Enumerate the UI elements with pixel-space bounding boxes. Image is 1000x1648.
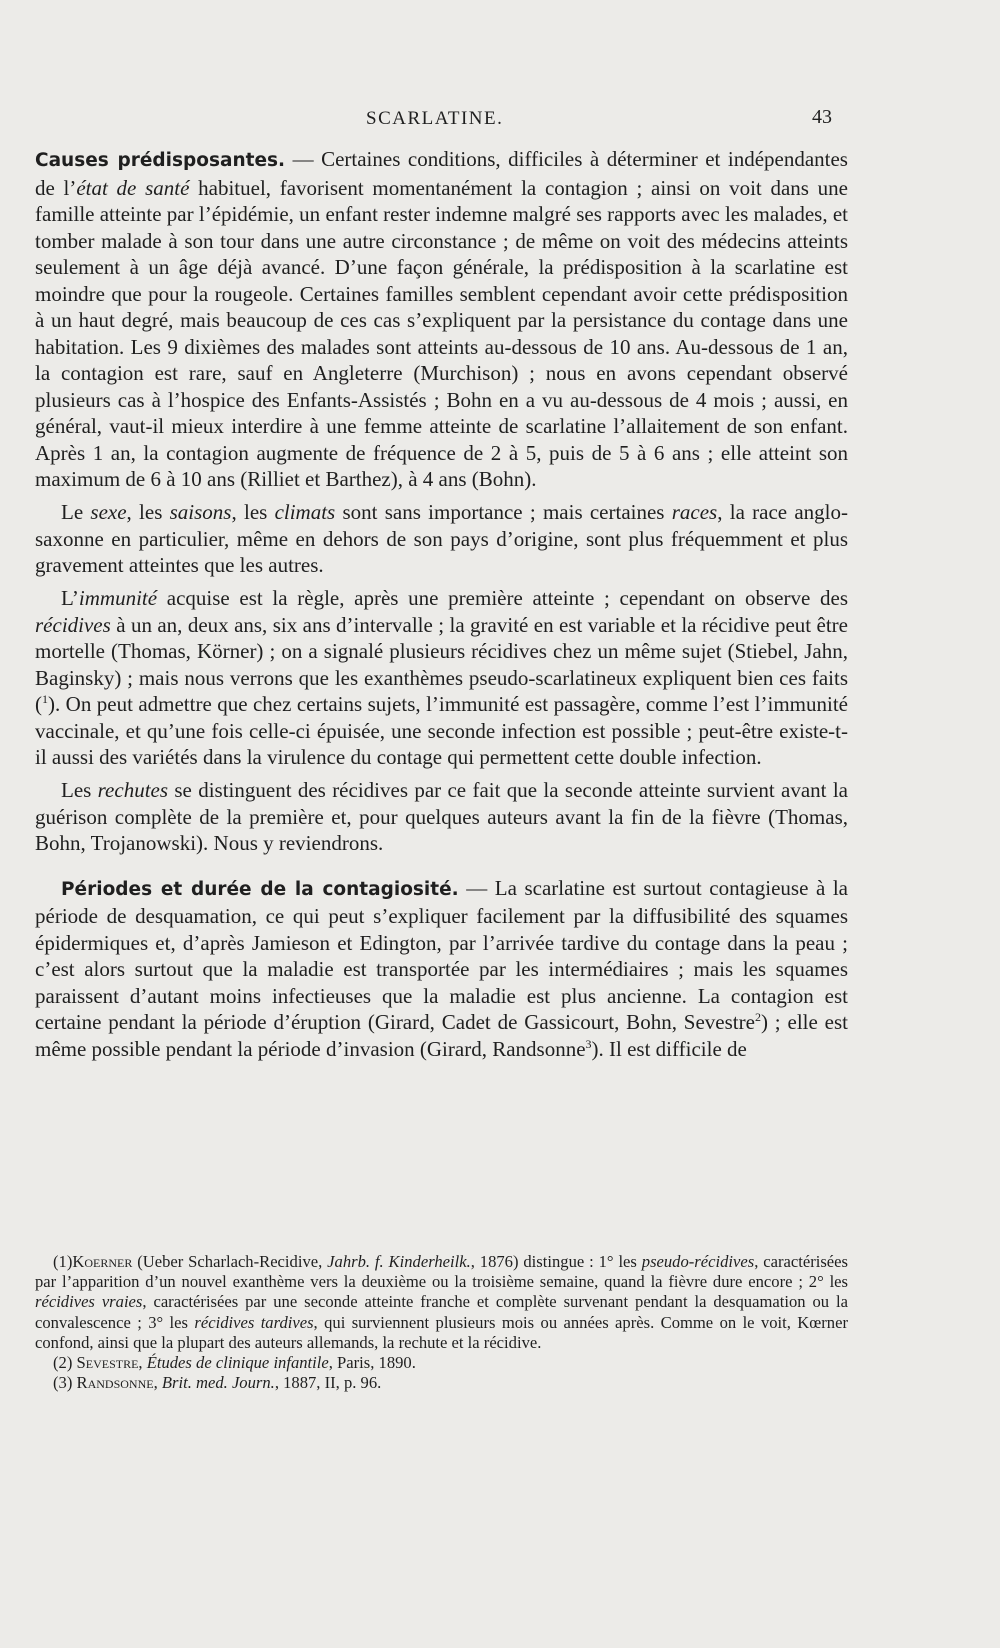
page-number: 43 [812, 106, 832, 128]
text-run: Le [61, 500, 91, 524]
text-run: Les [61, 778, 98, 802]
text-run: ). Il est difficile de [591, 1036, 747, 1061]
footnote-2 [35, 1353, 848, 1373]
page-header [0, 104, 1000, 134]
paragraph-periodes-contagiosite [35, 875, 848, 1063]
footnote-ref: 1 [42, 692, 48, 706]
text-run: , [153, 1373, 162, 1393]
footnote-ref: 2 [754, 1010, 761, 1024]
italic-run: races [671, 500, 718, 524]
footnote-ref: 3 [585, 1036, 592, 1051]
text-run: à un an, deux ans, six ans d’intervalle ; la gravité en est variable et la récidive peut être mortelle (Thomas, Körner) ; on a signalé plusieurs récidives chez un même sujet (Stiebel, Jahn, Baginsky) ; mais nous verrons que les exanthèmes pseudo-scarlatineux expliquent bien ces faits ( [35, 612, 848, 716]
italic-run: sexe [90, 500, 127, 524]
footnote-author: Randsonne [76, 1373, 154, 1393]
section-heading-causes: Causes prédisposantes. [35, 150, 286, 171]
text-run: , 1887, II, p. 96. [274, 1373, 382, 1393]
footnote-1 [35, 1252, 848, 1353]
italic-run: Jahrb. f. Kinderheilk. [327, 1252, 471, 1271]
italic-run: récidives tardives [194, 1312, 314, 1332]
italic-run: état de santé [76, 175, 190, 200]
text-run: , qui surviennent plusieurs mois ou années après. Comme on le voit, Kœrner confond, ainsi que la plupart des auteurs allemands, la rechute et la récidive. [35, 1312, 848, 1352]
italic-run: pseudo-récidives [641, 1252, 755, 1271]
paragraph-sexe-saisons [35, 499, 848, 579]
italic-run: récidives vraies [35, 1292, 143, 1312]
text-run: acquise est la règle, après une première atteinte ; cependant on observe des [157, 586, 848, 610]
text-run: habituel, favorisent momentanément la contagion ; ainsi on voit dans une famille atteinte par l’épidémie, un enfant rester indemne malgré ses rapports avec les malades, et tomber malade à son tour dans une autre circonstance ; de même on voit des médecins atteints seulement à un âge déjà avancé. D’une façon générale, la prédisposition à la scarlatine est moindre que pour la rougeole. Certaines familles semblent cependant avoir cette prédisposition à un haut degré, mais beaucoup de ces cas s’expliquent par la persistance du contage dans une habitation. Les 9 dixièmes des malades sont atteints au-dessous de 10 ans. Au-dessous de 1 an, la contagion est rare, sauf en Angleterre (Murchison) ; nous en avons cependant observé plusieurs cas à l’hospice des Enfants-Assistés ; Bohn en a vu au-dessous de 4 mois ; aussi, en général, vaut-il mieux interdire à une femme atteinte de scarlatine l’allaitement de son enfant. Après 1 an, la contagion augmente de fréquence de 2 à 5, puis de 5 à 6 ans ; elle atteint son maximum de 6 à 10 ans (Rilliet et Barthez), à 4 ans (Bohn). [35, 175, 848, 491]
italic-run: climats [274, 500, 336, 524]
text-run: ). On peut admettre que chez certains sujets, l’immunité est passagère, comme l’est l’immunité vaccinale, et qu’une fois celle-ci épuisée, une seconde infection est possible ; peut-être existe-t-il aussi des variétés dans la virulence du contage qui permettent cette double infection. [35, 692, 848, 769]
text-run: , les [126, 500, 170, 524]
text-run: se distinguent des récidives par ce fait que la seconde atteinte survient avant la guérison complète de la première et, pour quelques auteurs avant la fin de la fièvre (Thomas, Bohn, Trojanowski). Nous y reviendrons. [35, 778, 848, 855]
footnote-3 [35, 1373, 848, 1393]
text-run: , la race anglo-saxonne en particulier, même en dehors de son pays d’origine, sont plus fréquemment et plus gravement atteintes que les autres. [35, 500, 848, 577]
text-run: L’ [61, 586, 79, 610]
text-run: — La scarlatine est surtout contagieuse à la période de desquamation, ce qui peut s’expliquer facilement par la diffusibilité des squames épidermiques et, d’après Jamieson et Edington, par l’arrivée tardive du contage dans la peau ; c’est alors surtout que la maladie est transportée par les intermédiaires ; mais les squames paraissent d’autant moins infectieuses que la maladie est plus ancienne. La contagion est certaine pendant la période d’éruption (Girard, Cadet de Gassicourt, Bohn, Sevestre [35, 875, 848, 1034]
footnote-mark: (3) [53, 1373, 73, 1393]
text-run: , [138, 1353, 147, 1373]
footnotes [35, 1252, 848, 1393]
footnote-mark: (2) [53, 1353, 73, 1373]
italic-run: Études de clinique infantile [146, 1353, 329, 1373]
main-text [35, 146, 848, 1069]
text-run: , 1876) distingue : 1° les [470, 1252, 642, 1271]
text-run: , caractérisées par une seconde atteinte franche et complète survenant pendant la desquamation ou la convalescence ; 3° les [35, 1292, 848, 1332]
paragraph-causes-predisposantes [35, 146, 848, 493]
paragraph-immunite [35, 585, 848, 771]
italic-run: récidives [35, 612, 111, 637]
italic-run: rechutes [97, 778, 169, 802]
text-run: sont sans importance ; mais certaines [335, 500, 672, 524]
text-run: , caractérisées par l’apparition d’un nouvel exanthème vers la deuxième ou la troisième semaine, quand la fièvre dure encore ; 2° les [35, 1252, 848, 1292]
text-run: (Ueber Scharlach-Recidive, [132, 1252, 328, 1271]
italic-run: Brit. med. Journ. [161, 1373, 275, 1393]
paragraph-rechutes [35, 777, 848, 857]
italic-run: immunité [78, 586, 158, 610]
text-run: , Paris, 1890. [328, 1353, 416, 1373]
text-run: ) ; elle est même possible pendant la période d’invasion (Girard, Randsonne [35, 1010, 849, 1061]
text-run: , les [231, 500, 275, 524]
running-head: SCARLATINE. [366, 108, 504, 129]
italic-run: saisons [169, 500, 232, 524]
footnote-author: Koerner [72, 1252, 133, 1271]
text-run: — Certaines conditions, difficiles à déterminer et indépendantes de l’ [35, 147, 848, 200]
footnote-author: Sevestre [76, 1353, 139, 1373]
section-heading-periodes: Périodes et durée de la contagiosité. [61, 878, 459, 900]
footnote-mark: (1) [53, 1252, 73, 1271]
